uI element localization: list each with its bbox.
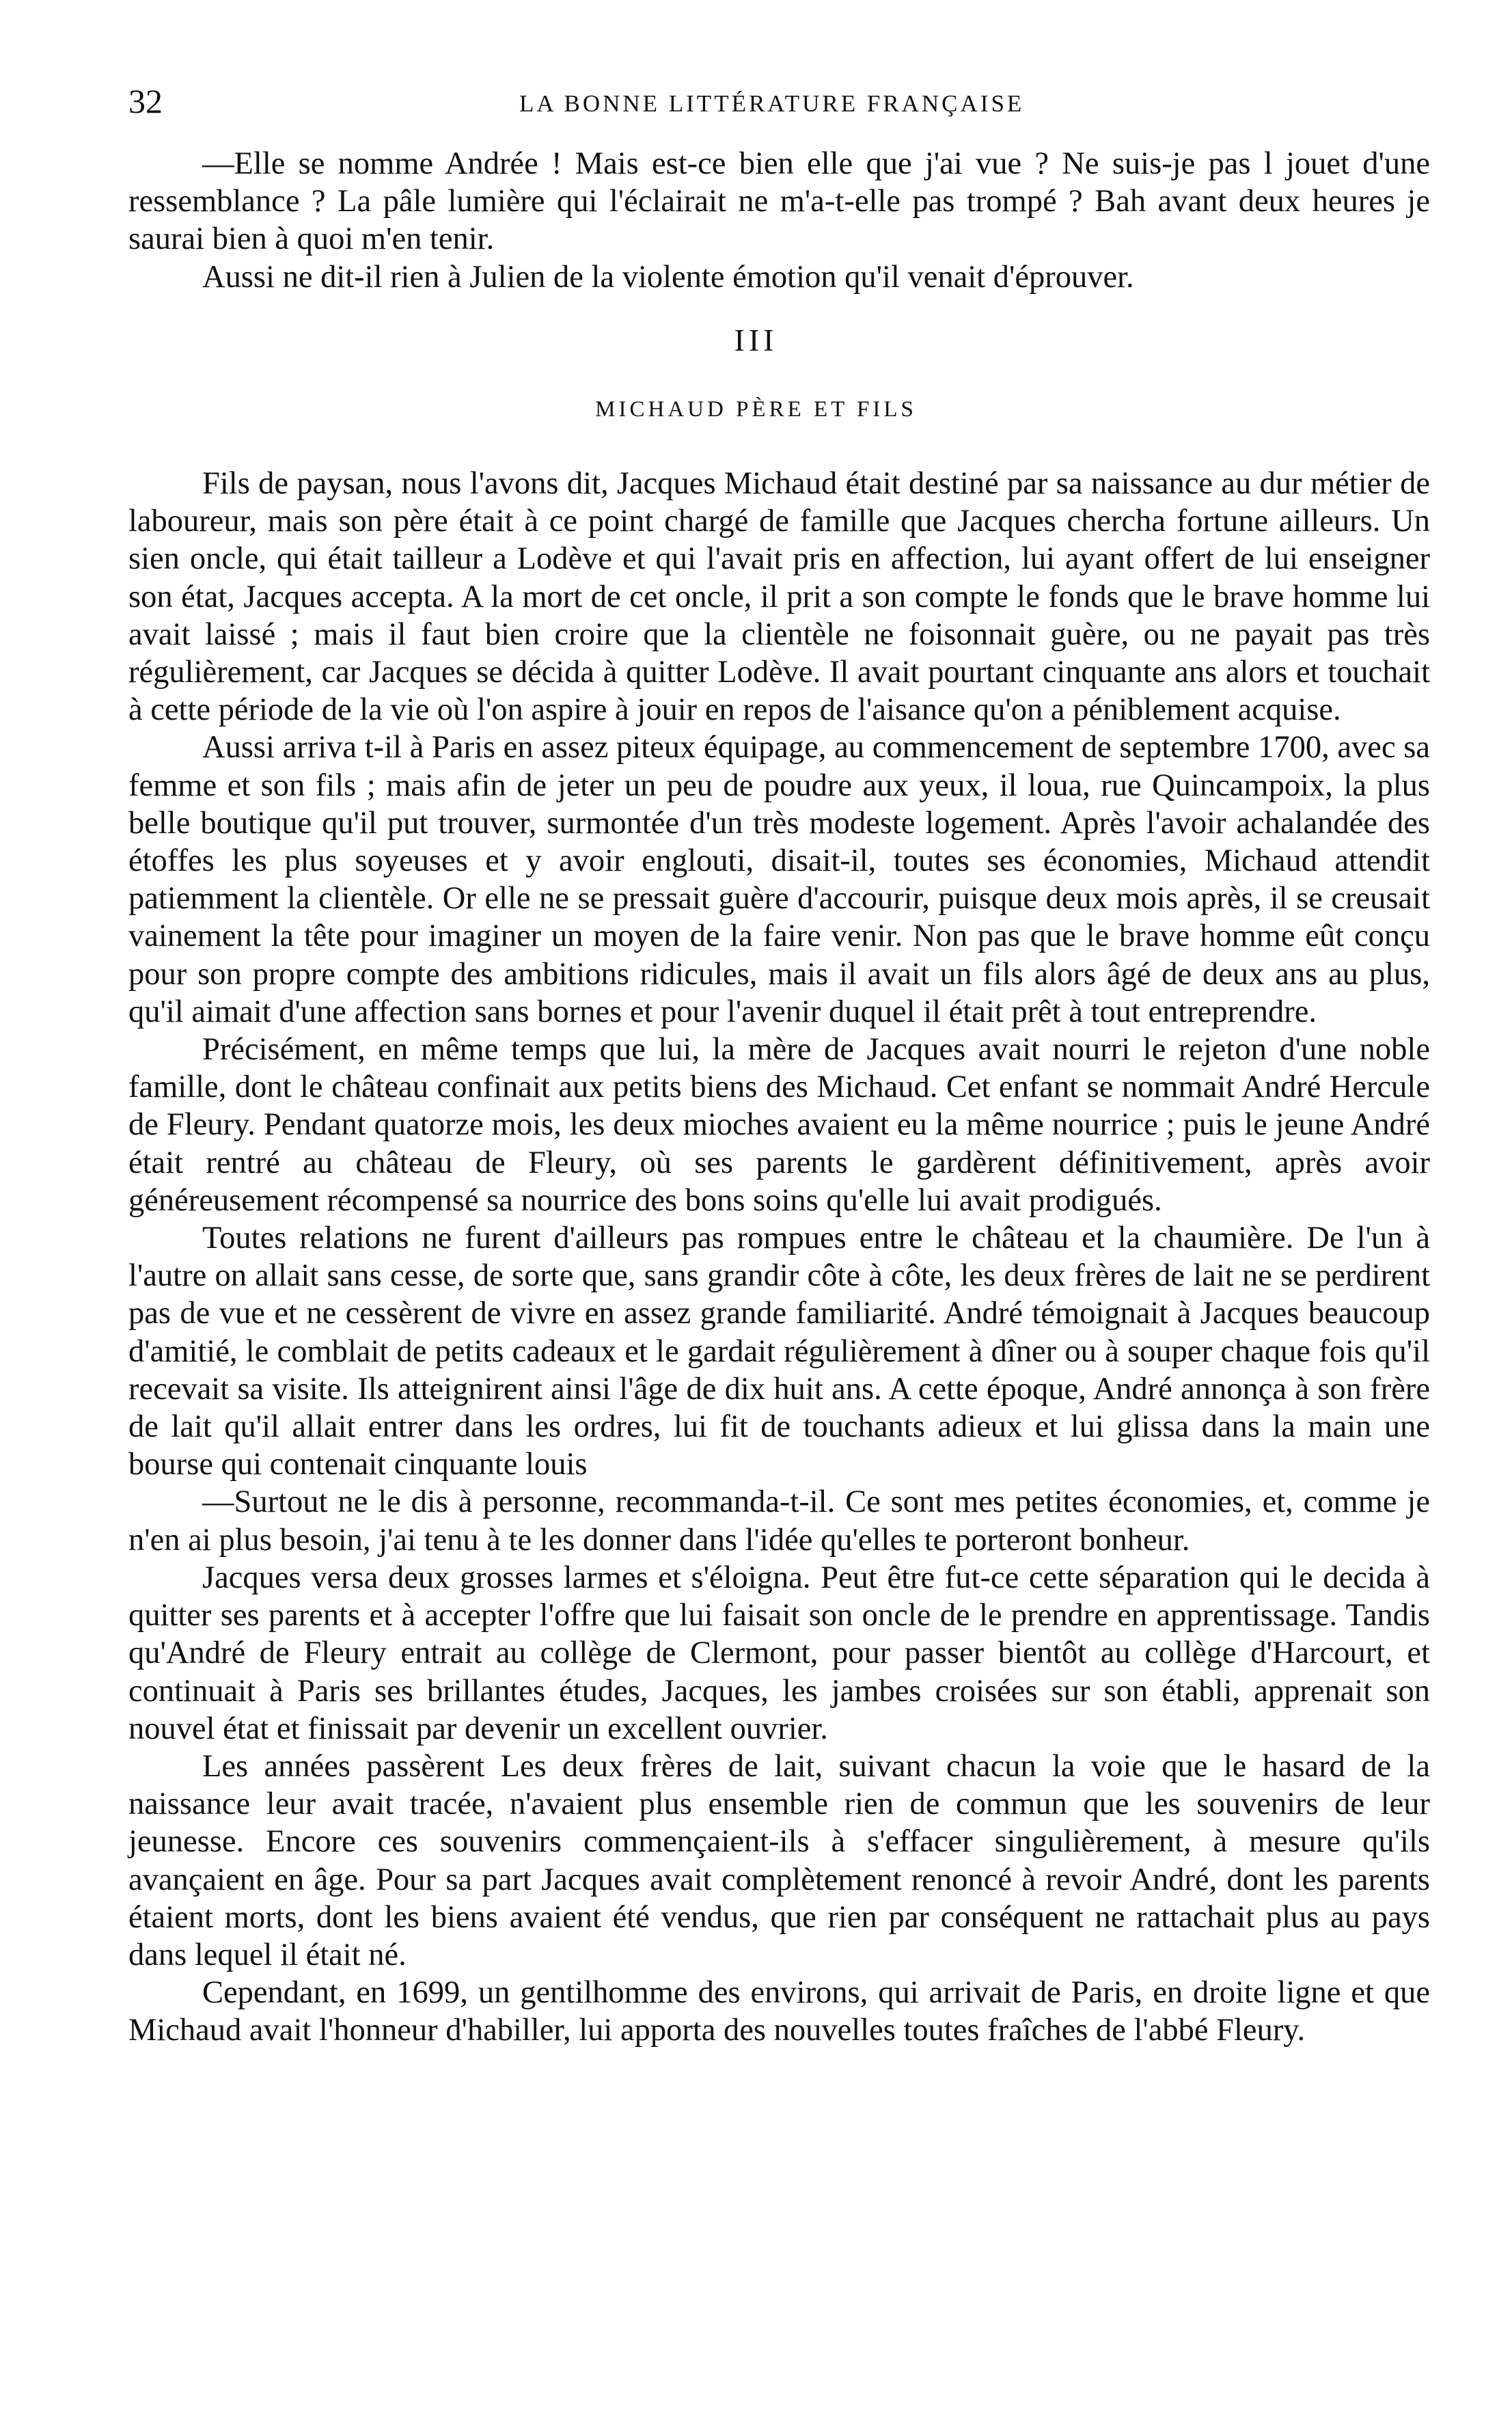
chapter-title: MICHAUD PÈRE ET FILS bbox=[595, 397, 917, 422]
paragraph: Jacques versa deux grosses larmes et s'éloigna. Peut être fut-ce cette séparation qui le decida à quitter ses parents et à accepter l'offre que lui faisait son oncle de le prendre en apprentissage. Tandis qu'André de Fleury entrait au collège de Clermont, pour passer bientôt au collège d'Harcourt, et continuait à Paris ses brillantes études, Jacques, les jambes croisées sur son établi, apprenait son nouvel état et finissait par devenir un excellent ouvrier. bbox=[128, 1560, 1430, 1746]
page-number: 32 bbox=[128, 82, 163, 120]
paragraph: —Surtout ne le dis à personne, recommanda-t-il. Ce sont mes petites économies, et, comme je n'en ai plus besoin, j'ai tenu à te les donner dans l'idée qu'elles te porteront bonheur. bbox=[128, 1484, 1430, 1558]
paragraph: Fils de paysan, nous l'avons dit, Jacques Michaud était destiné par sa naissance au dur métier de laboureur, mais son père était à ce point chargé de famille que Jacques chercha fortune ailleurs. Un sien oncle, qui était tailleur a Lodève et qui l'avait pris en affection, lui ayant offert de lui enseigner son état, Jacques accepta. A la mort de cet oncle, il prit a son compte le fonds que le brave homme lui avait laissé ; mais il faut bien croire que la clientèle ne foisonnait guère, ou ne payait pas très régulièrement, car Jacques se décida à quitter Lodève. Il avait pourtant cinquante ans alors et touchait à cette période de la vie où l'on aspire à jouir en repos de l'aisance qu'on a péniblement acquise. bbox=[128, 466, 1430, 728]
intro-text bbox=[128, 145, 1430, 296]
chapter-number: III bbox=[734, 323, 778, 357]
paragraph: Précisément, en même temps que lui, la mère de Jacques avait nourri le rejeton d'une noble famille, dont le château confinait aux petits biens des Michaud. Cet enfant se nommait André Hercule de Fleury. Pendant quatorze mois, les deux mioches avaient eu la même nourrice ; puis le jeune André était rentré au château de Fleury, où ses parents le gardèrent définitivement, après avoir généreusement récompensé sa nourrice des bons soins qu'elle lui avait prodigués. bbox=[128, 1032, 1430, 1218]
chapter-body bbox=[128, 465, 1430, 2050]
paragraph: Les années passèrent Les deux frères de lait, suivant chacun la voie que le hasard de la naissance leur avait tracée, n'avaient plus ensemble rien de commun que les souvenirs de leur jeunesse. Encore ces souvenirs commençaient-ils à s'effacer singulièrement, à mesure qu'ils avançaient en âge. Pour sa part Jacques avait complètement renoncé à revoir André, dont les parents étaient morts, dont les biens avaient été vendus, que rien par conséquent ne rattachait plus au pays dans lequel il était né. bbox=[128, 1748, 1430, 1972]
paragraph: —Elle se nomme Andrée ! Mais est-ce bien elle que j'ai vue ? Ne suis-je pas l jouet d'une ressemblance ? La pâle lumière qui l'éclairait ne m'a-t-elle pas trompé ? Bah avant deux heures je saurai bien à quoi m'en tenir. bbox=[128, 146, 1430, 257]
paragraph: Toutes relations ne furent d'ailleurs pas rompues entre le château et la chaumière. De l'un à l'autre on allait sans cesse, de sorte que, sans grandir côte à côte, les deux frères de lait ne se perdirent pas de vue et ne cessèrent de vivre en assez grande familiarité. André témoignait à Jacques beaucoup d'amitié, le comblait de petits cadeaux et le gardait régulièrement à dîner ou à souper chaque fois qu'il recevait sa visite. Ils atteignirent ainsi l'âge de dix huit ans. A cette époque, André annonça à son frère de lait qu'il allait entrer dans les ordres, lui fit de touchants adieux et lui glissa dans la main une bourse qui contenait cinquante louis bbox=[128, 1221, 1430, 1482]
running-title: LA BONNE LITTÉRATURE FRANÇAISE bbox=[519, 90, 1025, 117]
paragraph: Aussi arriva t-il à Paris en assez piteux équipage, au commencement de septembre 1700, avec sa femme et son fils ; mais afin de jeter un peu de poudre aux yeux, il loua, rue Quincampoix, la plus belle boutique qu'il put trouver, surmontée d'un très modeste logement. Après l'avoir achalandée des étoffes les plus soyeuses et y avoir englouti, disait-il, toutes ses économies, Michaud attendit patiemment la clientèle. Or elle ne se pressait guère d'accourir, puisque deux mois après, il se creusait vainement la tête pour imaginer un moyen de la faire venir. Non pas que le brave homme eût conçu pour son propre compte des ambitions ridicules, mais il avait un fils alors âgé de deux ans au plus, qu'il aimait d'une affection sans bornes et pour l'avenir duquel il était prêt à tout entreprendre. bbox=[128, 730, 1430, 1029]
paragraph: Aussi ne dit-il rien à Julien de la violente émotion qu'il venait d'éprouver. bbox=[202, 259, 1134, 295]
paragraph: Cependant, en 1699, un gentilhomme des environs, qui arrivait de Paris, en droite ligne et que Michaud avait l'honneur d'habiller, lui apporta des nouvelles toutes fraîches de l'abbé Fleury. bbox=[128, 1975, 1430, 2048]
